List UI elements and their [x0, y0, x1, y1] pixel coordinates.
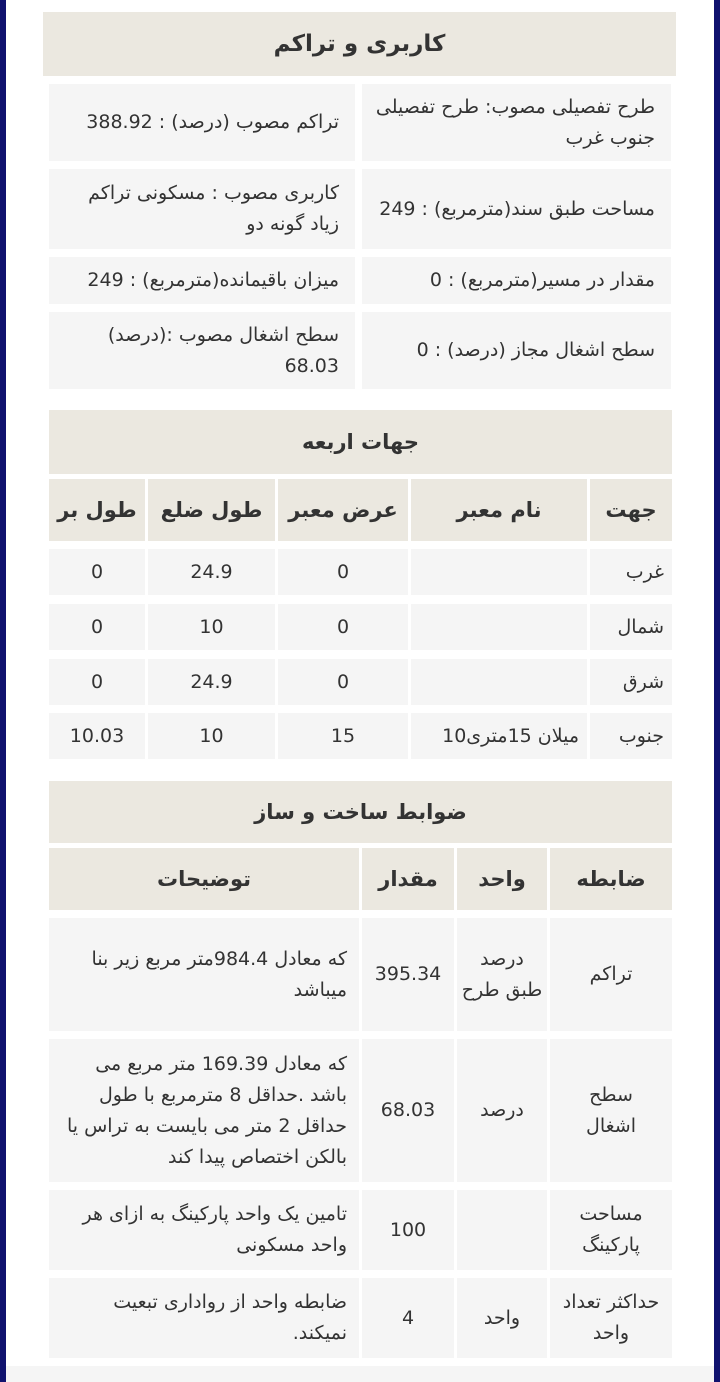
table-row-street-name: [411, 659, 587, 705]
col-header-description: توضیحات: [49, 848, 359, 910]
table-row-side-length: 10: [148, 604, 275, 650]
col-header-street-name: نام معبر: [411, 479, 587, 541]
page: [6, 0, 714, 1382]
col-header-amount: مقدار: [362, 848, 454, 910]
usage-section-title: کاربری و تراکم: [43, 12, 676, 76]
allowed-occupancy-info: سطح اشغال مجاز (درصد) : 0: [362, 312, 671, 389]
table-row-street-name: [411, 549, 587, 595]
col-header-direction: جهت: [590, 479, 672, 541]
next-row-partial: [6, 1366, 714, 1382]
table-row-street-width: 0: [278, 659, 408, 705]
table-row-direction: شمال: [590, 604, 672, 650]
table-row-description: که معادل 169.39 متر مربع می باشد .حداقل 8 مترمربع با طول حداقل 2 متر می بایست به تراس یا بالکن اختصاص پیدا کند: [49, 1039, 359, 1182]
table-row-street-width: 0: [278, 604, 408, 650]
table-row-amount: 68.03: [362, 1039, 454, 1182]
table-row-frontage: 0: [49, 549, 145, 595]
table-row-rule: حداکثر تعداد واحد: [550, 1278, 672, 1358]
table-row-unit: درصد طبق طرح: [457, 918, 547, 1031]
approved-occupancy-info: سطح اشغال مصوب :(درصد) 68.03: [49, 312, 355, 389]
table-row-frontage: 10.03: [49, 713, 145, 759]
table-row-frontage: 0: [49, 604, 145, 650]
table-row-unit: [457, 1190, 547, 1270]
table-row-side-length: 24.9: [148, 549, 275, 595]
table-row-description: تامین یک واحد پارکینگ به ازای هر واحد مسکونی: [49, 1190, 359, 1270]
col-header-unit: واحد: [457, 848, 547, 910]
table-row-rule: سطح اشغال: [550, 1039, 672, 1182]
table-row-direction: شرق: [590, 659, 672, 705]
table-row-description: که معادل 984.4متر مربع زیر بنا میباشد: [49, 918, 359, 1031]
table-row-street-name: [411, 604, 587, 650]
table-row-street-name: میلان 15متری10: [411, 713, 587, 759]
col-header-rule: ضابطه: [550, 848, 672, 910]
directions-section-title: جهات اربعه: [49, 410, 672, 474]
table-row-amount: 4: [362, 1278, 454, 1358]
table-row-direction: غرب: [590, 549, 672, 595]
table-row-side-length: 24.9: [148, 659, 275, 705]
col-header-side-length: طول ضلع: [148, 479, 275, 541]
table-row-street-width: 15: [278, 713, 408, 759]
table-row-unit: درصد: [457, 1039, 547, 1182]
table-row-unit: واحد: [457, 1278, 547, 1358]
deed-area-info: مساحت طبق سند(مترمربع) : 249: [362, 169, 671, 249]
approved-plan-info: طرح تفصیلی مصوب: طرح تفصیلی جنوب غرب: [362, 84, 671, 161]
col-header-frontage: طول بر: [49, 479, 145, 541]
table-row-amount: 395.34: [362, 918, 454, 1031]
table-row-direction: جنوب: [590, 713, 672, 759]
remaining-amount-info: میزان باقیمانده(مترمربع) : 249: [49, 257, 355, 304]
table-row-side-length: 10: [148, 713, 275, 759]
table-row-amount: 100: [362, 1190, 454, 1270]
col-header-street-width: عرض معبر: [278, 479, 408, 541]
table-row-street-width: 0: [278, 549, 408, 595]
table-row-rule: مساحت پارکینگ: [550, 1190, 672, 1270]
approved-usage-info: کاربری مصوب : مسکونی تراکم زیاد گونه دو: [49, 169, 355, 249]
path-amount-info: مقدار در مسیر(مترمربع) : 0: [362, 257, 671, 304]
table-row-rule: تراکم: [550, 918, 672, 1031]
approved-density-info: تراکم مصوب (درصد) : 388.92: [49, 84, 355, 161]
rules-section-title: ضوابط ساخت و ساز: [49, 781, 672, 843]
table-row-description: ضابطه واحد از رواداری تبعیت نمیکند.: [49, 1278, 359, 1358]
table-row-frontage: 0: [49, 659, 145, 705]
